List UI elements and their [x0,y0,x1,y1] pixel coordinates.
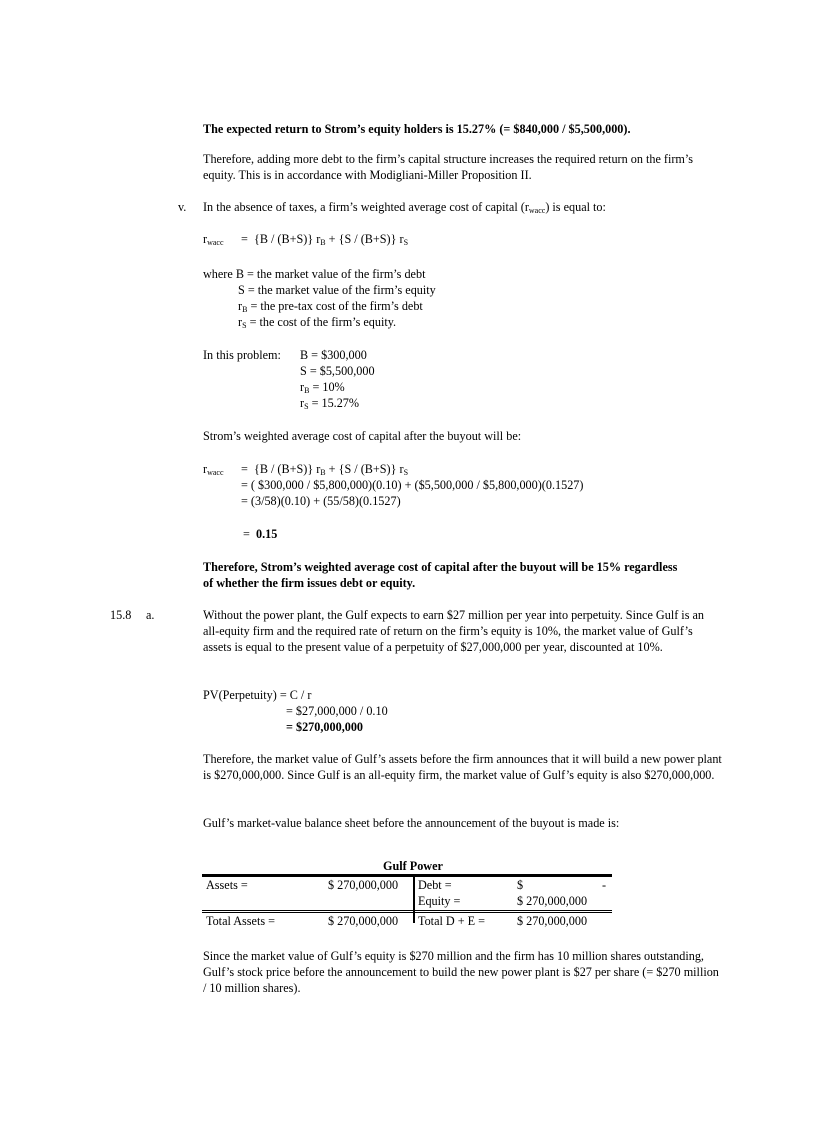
total-assets-label: Total Assets = [206,914,275,928]
problem-rb-value: $r_B = 10\%$ [300,380,345,395]
calc-result: = 0.15 [243,527,278,541]
total-assets-value: $ 270,000,000 [328,914,399,928]
definition-b: where B = the market value of the firm’s debt [203,267,426,281]
calc-line-2: = ( $300,000 / $5,800,000)(0.10) + ($5,500,000 / $5,800,000)(0.1527) [241,478,584,492]
debt-label: Debt = [418,878,452,892]
question-part: a. [146,608,155,622]
problem-s-value: S = $5,500,000 [300,364,375,378]
assets-label: Assets = [206,878,248,892]
calc-line-3: = (3/58)(0.10) + (55/58)(0.1527) [241,494,401,508]
question-number: 15.8 [110,608,132,622]
problem-b-value: B = $300,000 [300,348,367,362]
mm-proposition-paragraph: Therefore, adding more debt to the firm’s capital structure increases the required return on the firm’s equity. This is in accordance with Modigliani-Miller Proposition II. [203,152,694,182]
expected-return-statement: The expected return to Strom’s equity holders is 15.27% (= $840,000 / $5,500,000). [203,122,631,136]
problem-rs-value: $r_S = 15.27\%$ [300,396,360,411]
debt-value: - [602,878,607,892]
market-value-paragraph: Therefore, the market value of Gulf’s assets before the firm announces that it will build a new power plant is $270,000,000. Since Gulf is an all-equity firm, the market value of Gulf’s equity is also $270,000,000. [203,752,722,782]
equity-label: Equity = [418,894,461,908]
definition-rs: $r_S$ = the cost of the firm’s equity. [238,315,397,330]
item-v-intro: In the absence of taxes, a firm’s weighted average cost of capital $(r_{wacc})$ is equal to: [203,200,606,215]
equity-value: $ 270,000,000 [517,894,588,908]
total-de-value: $ 270,000,000 [517,914,588,928]
total-rule-1 [202,910,612,911]
wacc-formula-rhs: = {B / (B+S)} $r_B + \{S / (B+S)\}$ $r_S$ [241,232,409,247]
total-de-label: Total D + E = [418,914,486,928]
wacc-conclusion: Therefore, Strom’s weighted average cost of capital after the buyout will be 15% regardless of whether the firm issues debt or equity. [203,560,678,590]
pv-substitution: = $27,000,000 / 0.10 [286,704,388,718]
pv-result: = $270,000,000 [286,720,364,734]
calc-line-1: = {B / (B+S)} $r_B + \{S / (B+S)\}$ $r_S$ [241,462,409,477]
stock-price-paragraph: Since the market value of Gulf’s equity is $270 million and the firm has 10 million shares outstanding, Gulf’s stock price before the announcement to build the new power plant is $27 per share (= $270 million / 10 million shares). [203,949,719,995]
balance-sheet-title: Gulf Power [383,859,443,873]
top-rule [202,874,612,877]
calc-lhs: $r_{wacc}$ [203,462,224,477]
wacc-formula-lhs: $r_{wacc}$ [203,232,224,247]
perpetuity-explanation: Without the power plant, the Gulf expects to earn $27 million per year into perpetuity. Since Gulf is an all-equity firm and the required rate of return on the firm’s equity is 10%, the market value of Gulf’s assets is equal to the present value of a perpetuity of $27,000,000 per year, discounted at 10%. [203,608,704,654]
wacc-after-intro: Strom’s weighted average cost of capital after the buyout will be: [203,429,522,443]
pv-formula: PV(Perpetuity) = C / r [203,688,312,702]
balance-sheet-intro: Gulf’s market-value balance sheet before the announcement of the buyout is made is: [203,816,620,830]
definition-rb: $r_B$ = the pre-tax cost of the firm’s debt [238,299,423,314]
item-v-marker: v. [178,200,187,214]
problem-label: In this problem: [203,348,281,362]
definition-s: S = the market value of the firm’s equity [238,283,436,297]
balance-sheet-divider [413,877,415,923]
assets-value: $ 270,000,000 [328,878,399,892]
debt-currency: $ [517,878,524,892]
